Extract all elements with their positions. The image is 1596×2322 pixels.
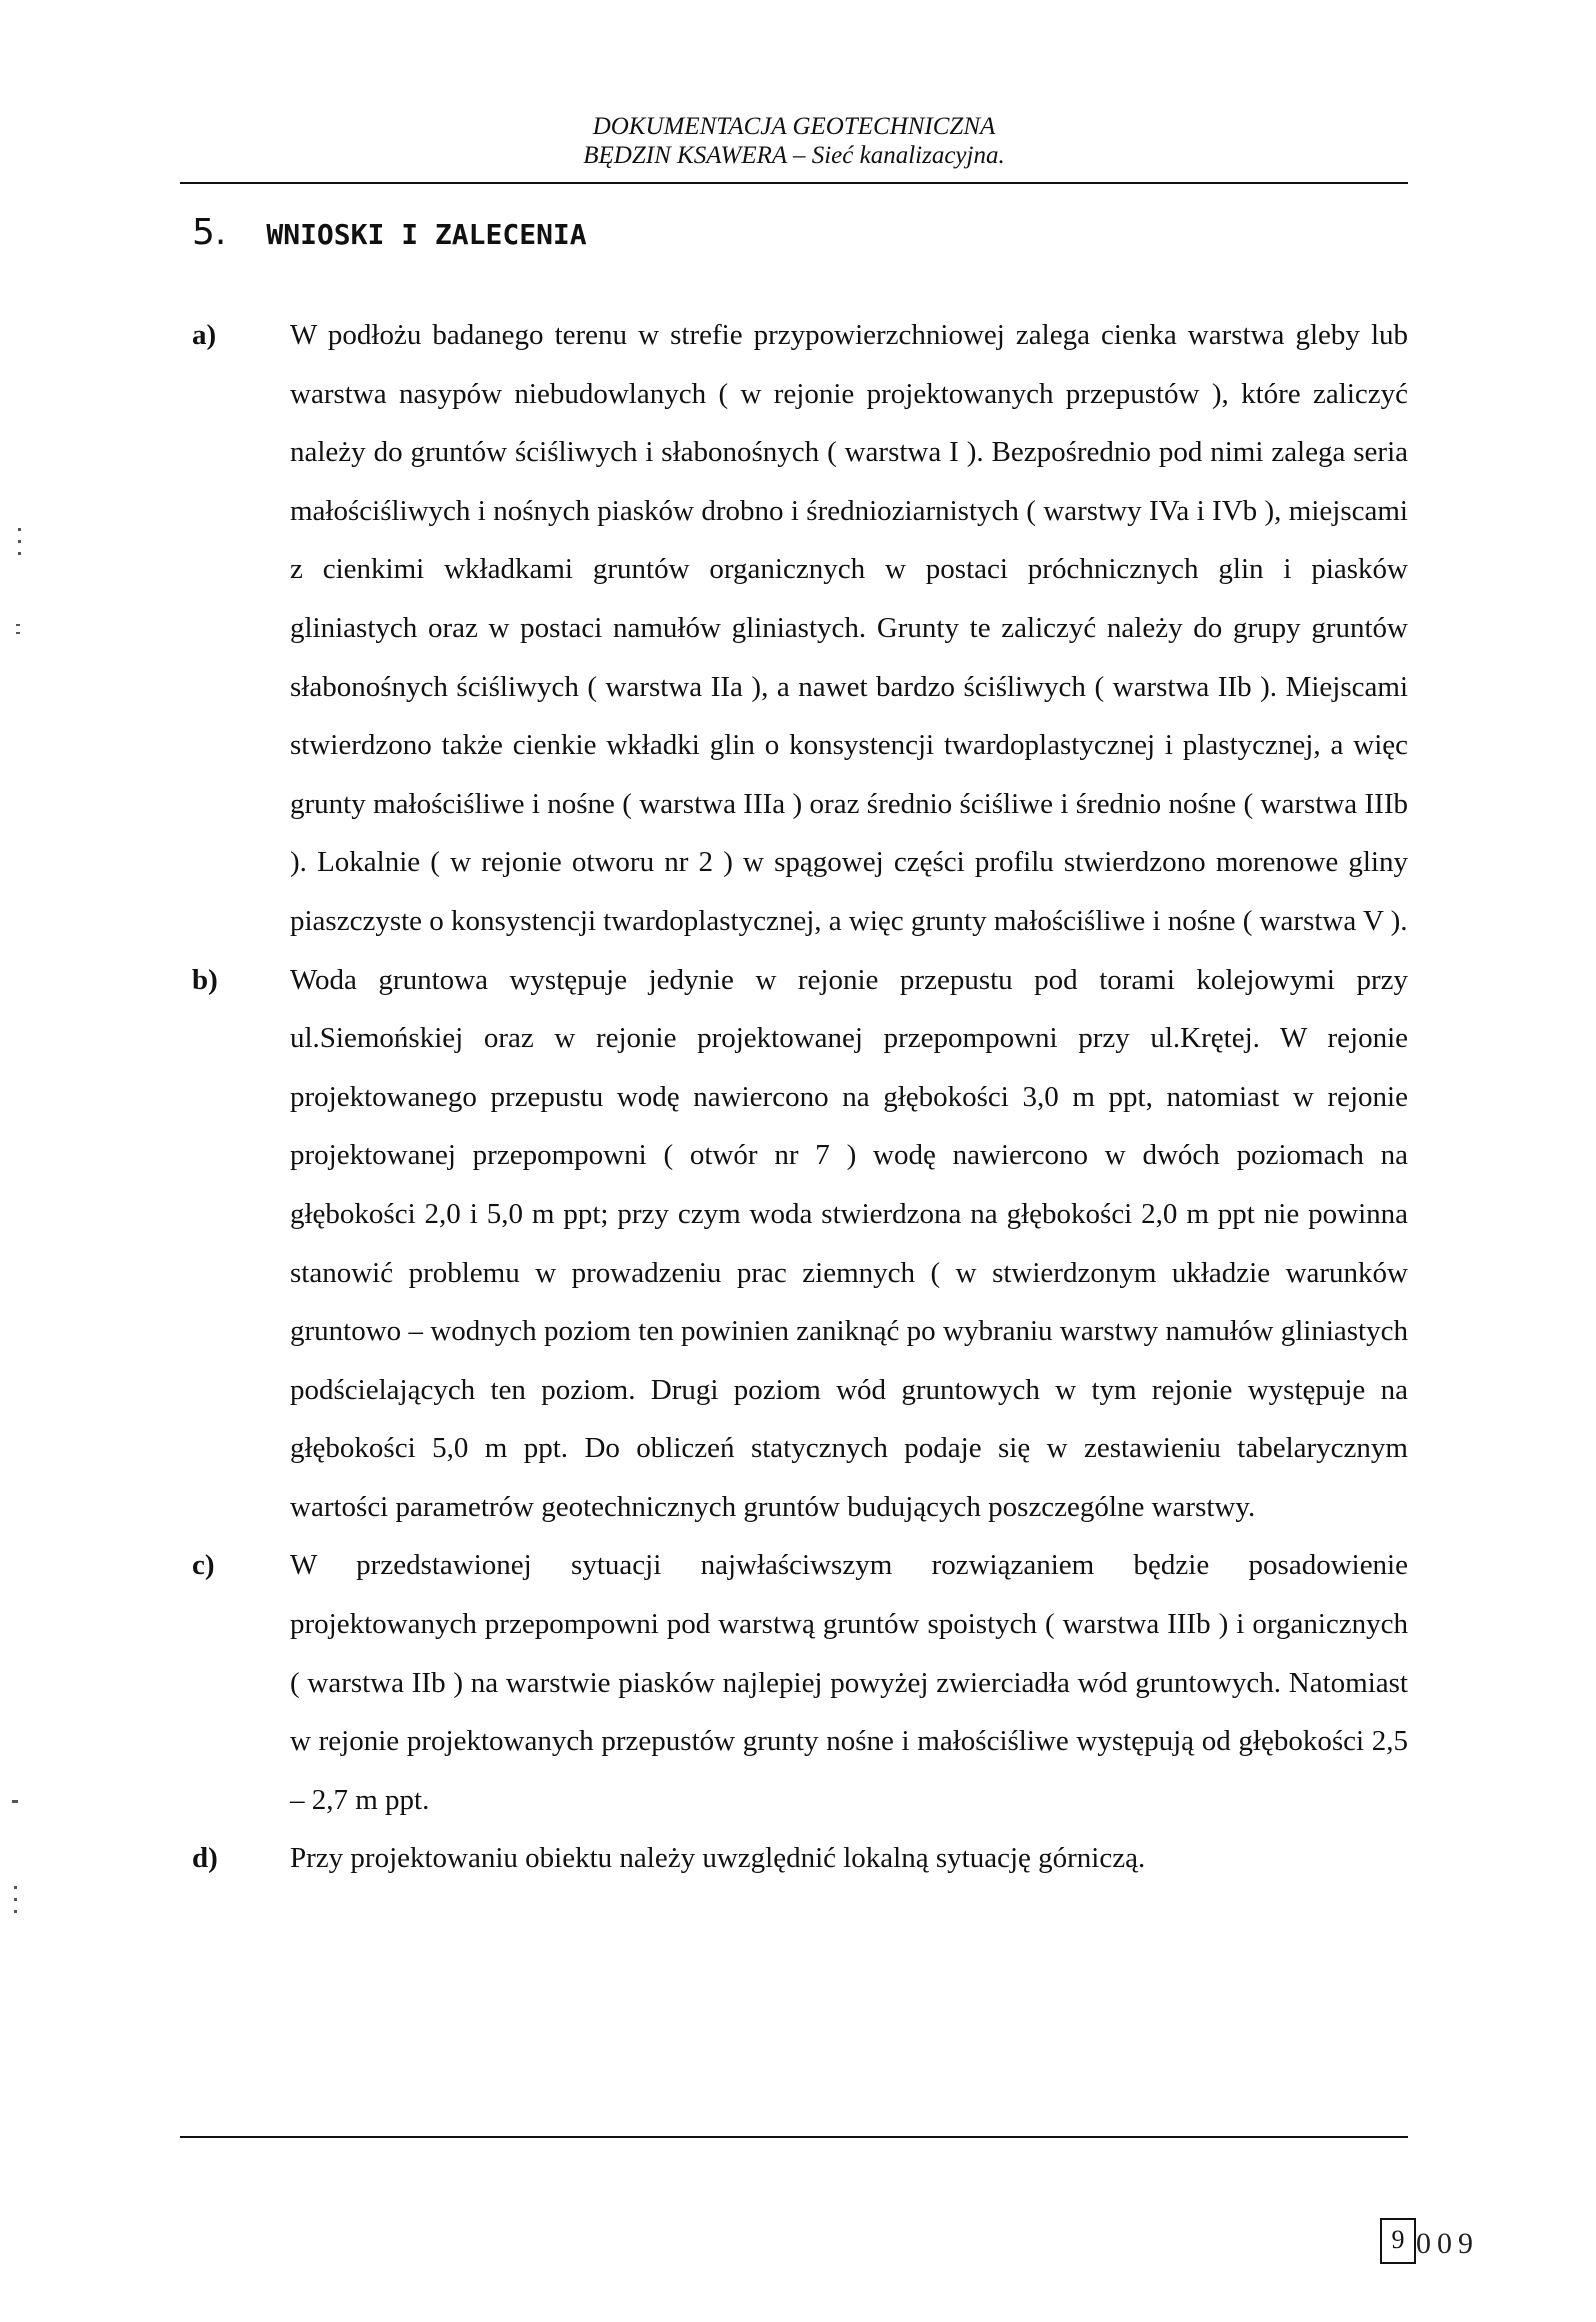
- scan-speck: [14, 1898, 17, 1901]
- scan-speck: [16, 624, 20, 626]
- section-heading: [192, 212, 587, 253]
- scan-speck: [18, 528, 21, 531]
- item-text: Przy projektowaniu obiektu należy uwzględnić lokalną sytuację górniczą.: [290, 1842, 1146, 1875]
- item-text: Woda gruntowa występuje jedynie w rejonie przepustu pod torami kolejowymi przy ul.Siemońskiej oraz w rejonie projektowanej przepompowni przy ul.Krętej. W rejonie projektowanego przepustu wodę nawiercono na głębokości 3,0 m ppt, natomiast w rejonie projektowanej przepompowni ( otwór nr 7 ) wodę nawiercono w dwóch poziomach na głębokości 2,0 i 5,0 m ppt; przy czym woda stwierdzona na głębokości 2,0 m ppt nie powinna stanowić problemu w prowadzeniu prac ziemnych ( w stwierdzonym układzie warunków gruntowo – wodnych poziom ten powinien zaniknąć po wybraniu warstwy namułów gliniastych podścielających ten poziom. Drugi poziom wód gruntowych w tym rejonie występuje na głębokości 5,0 m ppt. Do obliczeń statycznych podaje się w zestawieniu tabelarycznym wartości parametrów geotechnicznych gruntów budujących poszczególne warstwy.: [290, 963, 1408, 1523]
- list-item: [192, 1536, 1408, 1829]
- scan-speck: [16, 632, 20, 634]
- header-divider: [180, 182, 1408, 184]
- section-title: WNIOSKI I ZALECENIA: [266, 218, 587, 251]
- item-marker: c): [192, 1549, 215, 1582]
- scan-speck: [12, 1800, 18, 1803]
- footer-divider: [180, 2136, 1408, 2138]
- header-location: BĘDZIN KSAWERA: [583, 142, 787, 169]
- section-number: 5.: [192, 212, 227, 253]
- list-item: [192, 951, 1408, 1537]
- item-marker: b): [192, 963, 218, 996]
- header-title: DOKUMENTACJA GEOTECHNICZNA: [592, 113, 996, 140]
- scan-speck: [14, 1910, 17, 1913]
- header-subtitle: BĘDZIN KSAWERA – Sieć kanalizacyjna.: [583, 142, 1005, 169]
- conclusions-list: [192, 306, 1408, 1888]
- item-text: W przedstawionej sytuacji najwłaściwszym rozwiązaniem będzie posadowienie projektowanych przepompowni pod warstwą gruntów spoistych ( warstwa IIIb ) i organicznych ( warstwa IIb ) na warstwie piasków najlepiej powyżej zwierciadła wód gruntowych. Natomiast w rejonie projektowanych przepustów grunty nośne i małościśliwe występują od głębokości 2,5 – 2,7 m ppt.: [290, 1549, 1408, 1816]
- scan-speck: [18, 540, 21, 543]
- scan-speck: [14, 1886, 17, 1889]
- item-text: W podłożu badanego terenu w strefie przypowierzchniowej zalega cienka warstwa gleby lub warstwa nasypów niebudowlanych ( w rejonie projektowanych przepustów ), które zaliczyć należy do gruntów ściśliwych i słabonośnych ( warstwa I ). Bezpośrednio pod nimi zalega seria małościśliwych i nośnych piasków drobno i średnioziarnistych ( warstwy IVa i IVb ), miejscami z cienkimi wkładkami gruntów organicznych w postaci próchnicznych glin i piasków gliniastych oraz w postaci namułów gliniastych. Grunty te zaliczyć należy do grupy gruntów słabonośnych ściśliwych ( warstwa IIa ), a nawet bardzo ściśliwych ( warstwa IIb ). Miejscami stwierdzono także cienkie wkładki glin o konsystencji twardoplastycznej i plastycznej, a więc grunty małościśliwe i nośne ( warstwa IIIa ) oraz średnio ściśliwe i średnio nośne ( warstwa IIIb ). Lokalnie ( w rejonie otworu nr 2 ) w spągowej części profilu stwierdzono morenowe gliny piaszczyste o konsystencji twardoplastycznej, a więc grunty małościśliwe i nośne ( warstwa V ).: [290, 319, 1408, 937]
- document-header: [180, 112, 1408, 170]
- item-marker: a): [192, 319, 217, 351]
- archive-stamp: 009: [1416, 2227, 1479, 2260]
- scan-speck: [18, 552, 21, 555]
- list-item: [192, 1829, 1408, 1888]
- item-marker: d): [192, 1842, 218, 1875]
- header-project: Sieć kanalizacyjna.: [811, 142, 1005, 169]
- page-number: 9: [1380, 2218, 1416, 2264]
- list-item: [192, 306, 1408, 951]
